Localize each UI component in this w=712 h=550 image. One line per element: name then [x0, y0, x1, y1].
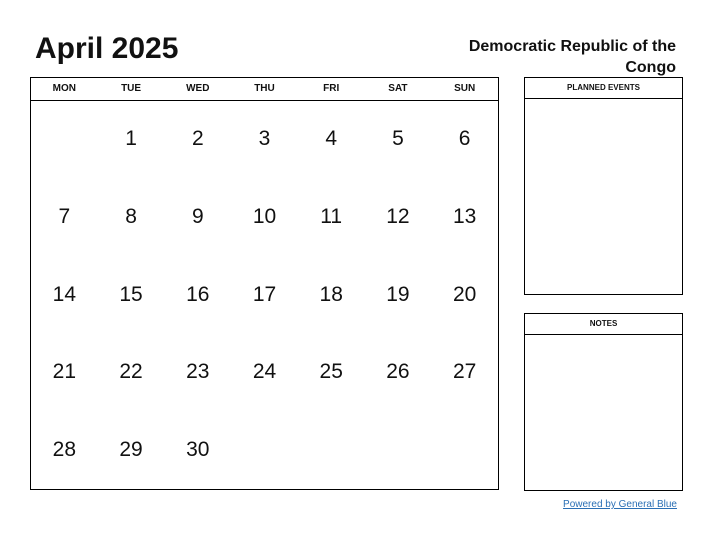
day-cell: 17 [252, 282, 277, 306]
day-cell: 4 [325, 127, 338, 150]
day-cell: 29 [119, 438, 143, 462]
day-cell [431, 412, 498, 490]
day-cell: 5 [392, 127, 404, 150]
weekday-label: FRI [323, 83, 340, 94]
day-cell: 8 [125, 204, 137, 228]
weekday-label: SAT [388, 83, 408, 94]
weekday-header-row [31, 78, 498, 101]
day-cell: 14 [52, 282, 77, 306]
day-cell [365, 412, 432, 490]
page-title: April 2025 [35, 32, 179, 65]
day-cell: 18 [319, 282, 343, 306]
planned-events-panel [524, 77, 683, 295]
day-cell: 1 [125, 127, 137, 150]
day-cell: 7 [58, 204, 71, 228]
day-cell: 22 [119, 360, 143, 384]
day-cell: 28 [52, 438, 77, 462]
weekday-label: THU [254, 83, 275, 94]
weekday-label: TUE [121, 83, 142, 94]
powered-by-link[interactable]: Powered by General Blue [563, 499, 677, 510]
day-cell: 12 [386, 204, 410, 228]
calendar-grid [30, 77, 499, 490]
day-cell: 9 [191, 204, 204, 228]
day-cell: 19 [386, 282, 410, 306]
day-cell: 11 [320, 204, 343, 228]
day-cell: 16 [186, 282, 210, 306]
day-cell: 26 [386, 360, 410, 384]
day-cell: 10 [252, 204, 277, 228]
day-cell: 6 [458, 127, 471, 150]
day-cell [298, 412, 365, 490]
day-cell: 23 [186, 360, 210, 384]
planned-events-heading: PLANNED EVENTS [525, 78, 682, 99]
notes-panel [524, 313, 683, 491]
day-cell: 25 [319, 360, 343, 384]
weekday-label: MON [52, 83, 77, 94]
day-cell: 24 [252, 360, 277, 384]
day-cell [231, 412, 298, 490]
day-cell: 30 [186, 438, 210, 462]
calendar-days [31, 101, 498, 490]
day-cell: 2 [191, 127, 204, 150]
country-name: Democratic Republic of the Congo [468, 38, 676, 76]
day-cell: 15 [119, 282, 143, 306]
weekday-label: SUN [454, 83, 476, 94]
day-cell: 21 [52, 360, 77, 384]
day-cell: 13 [452, 204, 477, 228]
weekday-label: WED [186, 83, 210, 94]
day-cell: 20 [452, 282, 477, 306]
notes-heading: NOTES [525, 314, 682, 335]
day-cell [31, 101, 98, 179]
day-cell: 3 [258, 127, 271, 150]
day-cell: 27 [452, 360, 477, 384]
